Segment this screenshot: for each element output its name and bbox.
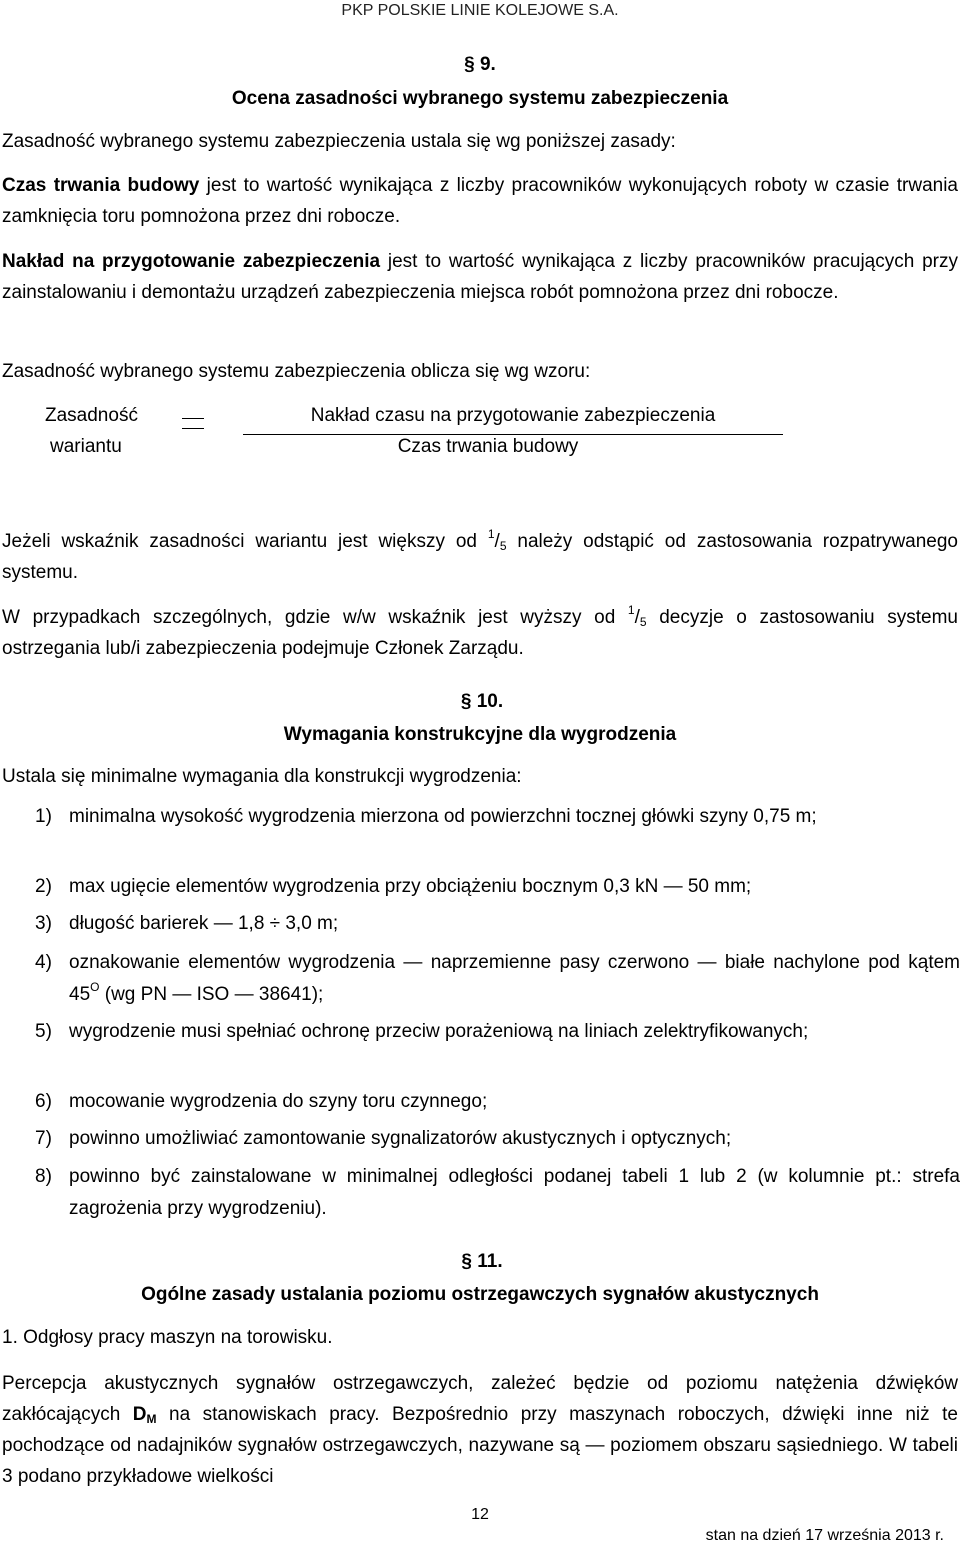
formula-numerator: Nakład czasu na przygotowanie zabezpieczenia (310, 405, 716, 426)
formula-fraction-bar (243, 434, 783, 435)
list-item: 4) oznakowanie elementów wygrodzenia — naprzemienne pasy czerwono — białe nachylone pod kątem $45^O$ (wg PN — ISO — 38641); (35, 952, 960, 1005)
fraction-denominator: 5 (499, 539, 507, 553)
definition-czas-trwania (2, 170, 958, 232)
page-number: 12 (471, 1506, 489, 1523)
section-11-paragraph: Percepcja akustycznych sygnałów ostrzegawczych, zależeć będzie od poziomu natężenia dźwięków zakłócających $D_M$ na stanowiskach pracy. Bezpośrednio przy maszynach roboczych, dźwięki inne niż te pochodzące od nadajników sygnałów ostrzegawczych, nazywane są — poziomem obszaru sąsiedniego. W tabeli 3 podano przykładowe wielkości (2, 1373, 958, 1487)
document-date: stan na dzień 17 września 2013 r. (705, 1527, 944, 1544)
symbol-dm: $D_M$ (132, 1404, 157, 1426)
section-9-title: Ocena zasadności wybranego systemu zabezpieczenia (231, 88, 729, 109)
document-header: PKP POLSKIE LINIE KOLEJOWE S.A. (341, 2, 619, 19)
section-10-title: Wymagania konstrukcyjne dla wygrodzenia (283, 724, 677, 745)
definition-naklad (2, 246, 958, 308)
section-11-title: Ogólne zasady ustalania poziomu ostrzegawczych sygnałów akustycznych (141, 1284, 819, 1305)
section-9-paragraph-special-cases: W przypadkach szczególnych, gdzie w/w wskaźnik jest wyższy od $^1/_5$ decyzje o zastosowaniu systemu ostrzegania lub/i zabezpieczenia podejmuje Członek Zarządu. (2, 603, 958, 659)
fraction-numerator: 1 (487, 527, 495, 541)
formula-denominator: Czas trwania budowy (397, 436, 579, 457)
degree-superscript: O (90, 980, 100, 994)
subsection-heading: 1. Odgłosy pracy maszyn na torowisku. (2, 1327, 333, 1348)
formula-lhs-line2: wariantu (50, 436, 122, 457)
formula-lhs-line1: Zasadność (45, 405, 138, 426)
term-naklad: Nakład na przygotowanie zabezpieczenia (2, 251, 381, 272)
list-item: 7) powinno umożliwiać zamontowanie sygnalizatorów akustycznych i optycznych; (35, 1128, 732, 1149)
section-11-number: § 11. (461, 1251, 503, 1272)
section-10-intro: Ustala się minimalne wymagania dla konstrukcji wygrodzenia: (2, 766, 522, 787)
list-item: 1) minimalna wysokość wygrodzenia mierzona od powierzchni tocznej główki szyny 0,75 m; (35, 806, 817, 827)
section-9-paragraph-threshold: Jeżeli wskaźnik zasadności wariantu jest większy od $^1/_5$ należy odstąpić od zastosowania rozpatrywanego systemu. (2, 527, 958, 583)
list-item: 5) wygrodzenie musi spełniać ochronę przeciw porażeniową na liniach zelektryfikowanych; (35, 1021, 809, 1042)
term-czas-trwania: Czas trwania budowy (2, 175, 200, 196)
fraction-denominator: 5 (639, 615, 647, 629)
section-9-number: § 9. (464, 54, 496, 75)
section-10-number: § 10. (460, 691, 504, 712)
list-item: 2) max ugięcie elementów wygrodzenia przy obciążeniu bocznym 0,3 kN — 50 mm; (35, 876, 752, 897)
fraction-numerator: 1 (627, 603, 635, 617)
formula-intro: Zasadność wybranego systemu zabezpieczenia oblicza się wg wzoru: (2, 361, 591, 382)
list-item: 8) powinno być zainstalowane w minimalnej odległości podanej tabeli 1 lub 2 (w kolumnie pt.: strefa zagrożenia przy wygrodzeniu). (35, 1166, 960, 1219)
definition-czas-trwania-text: jest to wartość wynikająca z liczby pracowników wykonujących roboty w czasie trwania zamknięcia toru pomnożona przez dni robocze. (2, 175, 958, 227)
formula-equals-sign (182, 418, 204, 429)
section-9-intro: Zasadność wybranego systemu zabezpieczenia ustala się wg poniższej zasady: (2, 131, 676, 152)
list-item: 3) długość barierek — 1,8 ÷ 3,0 m; (35, 913, 339, 934)
definition-naklad-text: jest to wartość wynikająca z liczby pracowników pracujących przy zainstalowaniu i demontażu urządzeń zabezpieczenia miejsca robót pomnożona przez dni robocze. (2, 251, 958, 303)
list-item: 6) mocowanie wygrodzenia do szyny toru czynnego; (35, 1091, 488, 1112)
